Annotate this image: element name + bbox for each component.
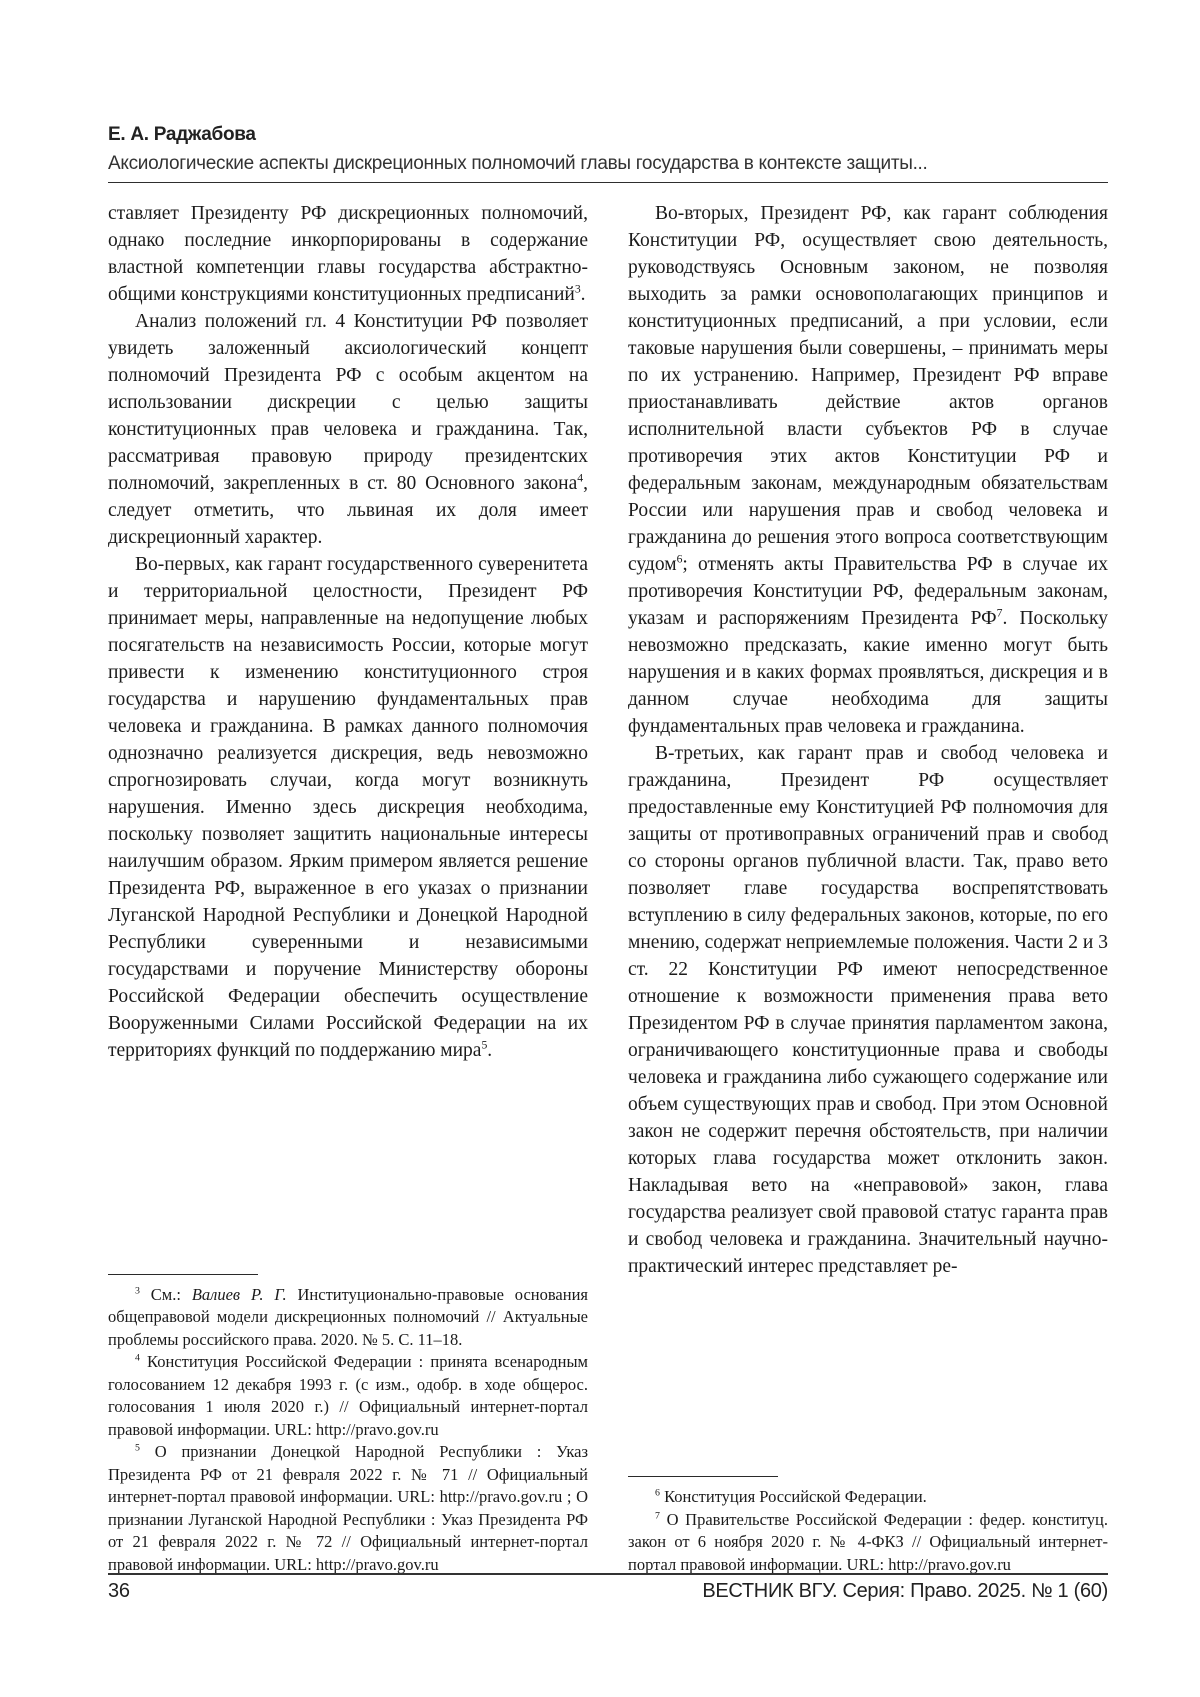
footnote-reference: 3 bbox=[135, 1285, 140, 1296]
text-segment: Валиев Р. Г. bbox=[191, 1284, 287, 1304]
footnote-reference: 6 bbox=[655, 1487, 660, 1499]
footnote-separator bbox=[108, 1274, 258, 1275]
text-segment: . Поскольку невозможно предсказать, какие именно могут быть нарушения и в каких формах проявляться, дискреция и в данном случае необходима для защиты фундаментальных прав человека и гражданина. bbox=[628, 608, 1108, 737]
footnote bbox=[628, 1486, 1108, 1509]
footnote bbox=[628, 1509, 1108, 1577]
running-title: Аксиологические аспекты дискреционных полномочий главы государства в контексте защиты... bbox=[108, 153, 928, 174]
page-footer bbox=[108, 1573, 1108, 1603]
text-segment: Институционально-правовые основания общеправовой модели дискреционных полномочий // Актуальные проблемы российского права. 2020. № 5. С. 11–18. bbox=[108, 1284, 588, 1349]
footnote-reference: 5 bbox=[135, 1442, 140, 1454]
text-segment: В-третьих, как гарант прав и свобод человека и гражданина, Президент РФ осуществляет предоставленные ему Конституцией РФ полномочия для защиты от противоправных ограничений прав и свобод со стороны органов публичной власти. Так, право вето позволяет главе государства воспрепятствовать вступлению в силу федеральных законов, которые, по его мнению, содержат неприемлемые положения. Части 2 и 3 ст. 22 Конституции РФ имеют непосредственное отношение к возможности применения права вето Президентом РФ в случае принятия парламентом закона, ограничивающего конституционные права и свободы человека и гражданина либо сужающего содержание или объем существующих прав и свобод. При этом Основной закон не содержит перечня обстоятельств, при наличии которых глава государства может отклонить закон. Накладывая вето на «неправовой» закон, глава государства реализует свой правовой статус гаранта прав и свобод человека и гражданина. Значительный научно-практический интерес представляет ре- bbox=[628, 743, 1108, 1277]
footnote bbox=[108, 1441, 588, 1576]
author-line: Е. А. Раджабова bbox=[108, 124, 256, 145]
body-paragraph bbox=[108, 200, 588, 308]
text-segment: Во-первых, как гарант государственного суверенитета и территориальной целостности, Президент РФ принимает меры, направленные на недопущение любых посягательств на независимость России, которые могут привести к изменению конституционного строя государства и нарушению фундаментальных прав человека и гражданина. В рамках данного полномочия однозначно реализуется дискреция, ведь невозможно спрогнозировать случаи, когда могут возникнуть нарушения. Именно здесь дискреция необходима, поскольку позволяет защитить национальные интересы наилучшим образом. Ярким примером является решение Президента РФ, выраженное в его указах о признании Луганской Народной Республики и Донецкой Народной Республики суверенными и независимыми государствами и поручение Министерству обороны Российской Федерации обеспечить осуществление Вооруженными Силами Российской Федерации на их территориях функций по поддержанию мира bbox=[108, 554, 588, 1061]
footer-row bbox=[108, 1580, 1108, 1603]
left-column bbox=[108, 200, 588, 1576]
footnote-reference: 3 bbox=[574, 282, 581, 296]
body-paragraph bbox=[628, 740, 1108, 1280]
page-number: 36 bbox=[108, 1580, 130, 1602]
footnote-separator bbox=[628, 1476, 778, 1477]
text-segment: ; отменять акты Правительства РФ в случае их противоречия Конституции РФ, федеральным законам, указам и распоряжениям Президента РФ bbox=[628, 554, 1108, 629]
page-header bbox=[108, 0, 1108, 183]
footnote bbox=[108, 1351, 588, 1441]
footnote-reference: 6 bbox=[676, 552, 683, 566]
header-rule bbox=[108, 182, 1108, 183]
right-column-text bbox=[628, 200, 1108, 1280]
text-segment: . bbox=[580, 284, 586, 305]
text-segment: Во-вторых, Президент РФ, как гарант соблюдения Конституции РФ, осуществляет свою деятельность, руководствуясь Основным законом, не позволяя выходить за рамки основополагающих принципов и конституционных предписаний, а при условии, если таковые нарушения были совершены, – принимать меры по их устранению. Например, Президент РФ вправе приостанавливать действие актов органов исполнительной власти субъектов РФ в случае противоречия этих актов Конституции РФ и федеральным законам, международным обязательствам России или нарушения прав и свобод человека и гражданина до решения этого вопроса соответствующим судом bbox=[628, 203, 1108, 575]
right-footnotes bbox=[628, 1476, 1108, 1576]
text-segment: Анализ положений гл. 4 Конституции РФ позволяет увидеть заложенный аксиологический концепт полномочий Президента РФ с особым акцентом на использовании дискреции с целью защиты конституционных прав человека и гражданина. Так, рассматривая правовую природу президентских полномочий, закрепленных в ст. 80 Основного закона bbox=[108, 311, 588, 494]
footnote-reference: 7 bbox=[655, 1510, 660, 1521]
footnote-reference: 4 bbox=[577, 471, 584, 485]
body-paragraph bbox=[108, 308, 588, 551]
body-paragraph bbox=[628, 200, 1108, 740]
footnote-reference: 7 bbox=[996, 606, 1003, 620]
text-segment: См.: bbox=[139, 1284, 192, 1304]
left-footnotes-text bbox=[108, 1284, 588, 1577]
page-content bbox=[108, 0, 1108, 1576]
left-footnotes bbox=[108, 1274, 588, 1577]
body-paragraph bbox=[108, 551, 588, 1064]
right-footnotes-text bbox=[628, 1486, 1108, 1576]
footnote bbox=[108, 1284, 588, 1352]
right-column bbox=[628, 200, 1108, 1576]
footer-rule bbox=[108, 1573, 1108, 1575]
article-body bbox=[108, 200, 1108, 1576]
text-segment: О признании Донецкой Народной Республики : Указ Президента РФ от 21 февраля 2022 г. № 71 // Официальный интернет-портал правовой информации. URL: http://pravo.gov.ru ; О признании Луганской Народной Республики : Указ Президента РФ от 21 февраля 2022 г. № 72 // Официальный интернет-портал правовой информации. URL: http://pravo.gov.ru bbox=[108, 1442, 588, 1574]
footnote-reference: 5 bbox=[481, 1038, 488, 1052]
text-segment: О Правительстве Российской Федерации : федер. конституц. закон от 6 ноября 2020 г. № 4-ФКЗ // Официальный интернет-портал правовой информации. URL: http://pravo.gov.ru bbox=[628, 1509, 1108, 1574]
text-segment: Конституция Российской Федерации. bbox=[659, 1487, 927, 1506]
text-segment: , следует отметить, что львиная их доля имеет дискреционный характер. bbox=[108, 473, 588, 548]
journal-title: ВЕСТНИК ВГУ. Серия: Право. 2025. № 1 (60) bbox=[702, 1580, 1108, 1602]
text-segment: ставляет Президенту РФ дискреционных полномочий, однако последние инкорпорированы в содержание властной компетенции главы государства абстрактно-общими конструкциями конституционных предписаний bbox=[108, 203, 588, 305]
footnote-reference: 4 bbox=[135, 1352, 140, 1364]
left-column-text bbox=[108, 200, 588, 1064]
text-segment: . bbox=[487, 1040, 493, 1061]
text-segment: Конституция Российской Федерации : принята всенародным голосованием 12 декабря 1993 г. (с изм., одобр. в ходе общерос. голосования 1 июля 2020 г.) // Официальный интернет-портал правовой информации. URL: http://pravo.gov.ru bbox=[108, 1352, 588, 1439]
